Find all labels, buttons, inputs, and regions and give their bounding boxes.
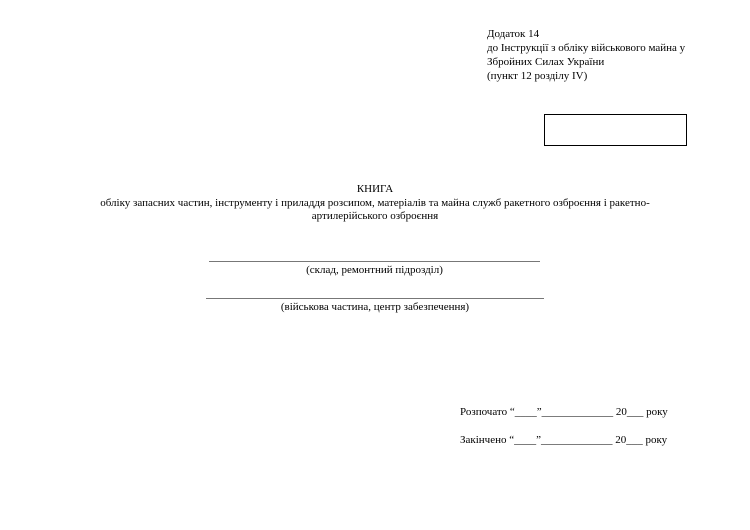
annex-instruction: до Інструкції з обліку військового майна у — [487, 42, 686, 54]
warehouse-caption: (склад, ремонтний підрозділ) — [306, 264, 443, 276]
annex-reference — [487, 27, 742, 83]
unit-fill-line — [206, 298, 544, 299]
subtitle-line-1: обліку запасних частин, інструменту і приладдя розсипом, матеріалів та майна служб ракетного озброєння і ракетно- — [100, 197, 650, 209]
unit-caption: (військова частина, центр забезпечення) — [280, 301, 470, 313]
warehouse-fill-line — [209, 261, 540, 262]
annex-forces: Збройних Силах України — [487, 56, 605, 68]
annex-number: Додаток 14 — [487, 28, 540, 40]
annex-section: (пункт 12 розділу IV) — [487, 70, 588, 82]
finished-date: Закінчено “____”_____________ 20___ року — [460, 434, 668, 446]
document-subtitle — [40, 197, 710, 223]
started-date: Розпочато “____”_____________ 20___ року — [460, 406, 668, 418]
document-title: КНИГА — [356, 183, 394, 195]
registration-box — [544, 114, 687, 146]
subtitle-line-2: артилерійського озброєння — [311, 210, 439, 222]
